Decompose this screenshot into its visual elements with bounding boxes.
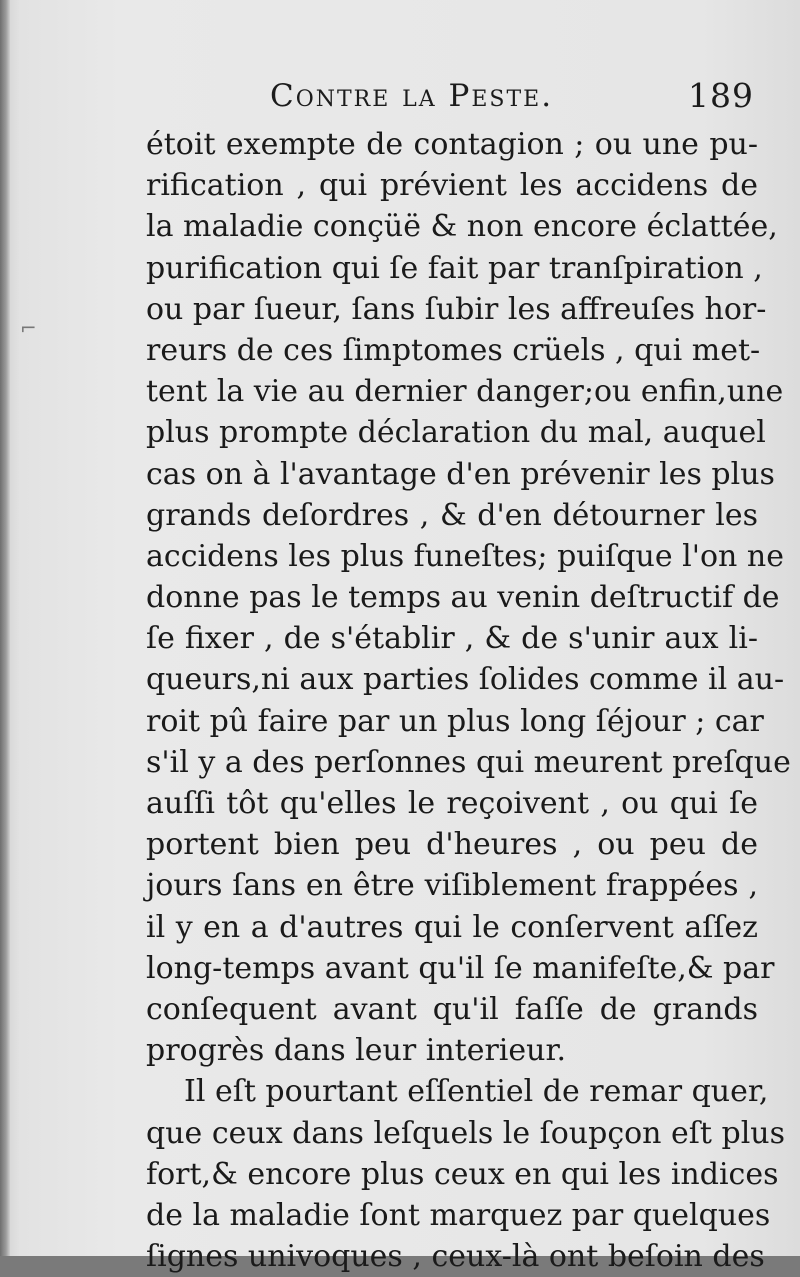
text-line: grands deſordres , & d'en détourner les <box>146 497 758 533</box>
paragraph-start-line: Il eſt pourtant eſſentiel de remar quer, <box>184 1074 769 1110</box>
page-number: 189 <box>688 76 754 115</box>
text-line: ſignes univoques , ceux-là ont beſoin des <box>146 1239 765 1275</box>
text-line: accidens les plus funeſtes; puiſque l'on ne <box>146 538 784 574</box>
text-line: purification qui ſe fait par tranſpiration , <box>146 250 763 286</box>
text-line: jours ſans en être viſiblement frappées , <box>146 868 758 904</box>
text-line: étoit exempte de contagion ; ou une pu- <box>146 127 758 162</box>
text-line: cas on à l'avantage d'en prévenir les plus <box>146 456 775 492</box>
text-line: tent la vie au dernier danger;ou enfin,une <box>146 374 784 410</box>
text-line: conſequent avant qu'il faſſe de grands <box>146 991 758 1027</box>
page-header <box>0 78 800 122</box>
margin-mark: ⌐ <box>20 316 37 340</box>
text-line: portent bien peu d'heures , ou peu de <box>146 827 758 863</box>
text-line: ſe fixer , de s'établir , & de s'unir aux li- <box>146 621 758 657</box>
text-line: plus prompte déclaration du mal, auquel <box>146 415 766 451</box>
text-line: donne pas le temps au venin deſtructif de <box>146 580 780 616</box>
paragraph-end-line: progrès dans leur interieur. <box>146 1033 567 1069</box>
text-line: il y en a d'autres qui le conſervent aſſez <box>146 909 758 945</box>
text-line: de la maladie ſont marquez par quelques <box>146 1197 771 1233</box>
page-binding-edge <box>0 0 10 1256</box>
text-line: ou par ſueur, ſans ſubir les affreuſes hor- <box>146 291 767 327</box>
running-head: Contre la Peste. <box>270 78 554 114</box>
text-body <box>146 124 791 1277</box>
text-line: s'il y a des perſonnes qui meurent preſque <box>146 744 791 780</box>
text-line: queurs,ni aux parties ſolides comme il au- <box>146 662 785 698</box>
text-line: la maladie conçüë & non encore éclattée, <box>146 209 778 245</box>
text-line: reurs de ces ſimptomes crüels , qui met- <box>146 332 761 368</box>
text-line: auſſi tôt qu'elles le reçoivent , ou qui ſe <box>146 786 758 821</box>
text-line: long-temps avant qu'il ſe manifeſte,& par <box>146 950 775 986</box>
text-line: que ceux dans leſquels le ſoupçon eſt plus <box>146 1115 786 1151</box>
text-line: rification , qui prévient les accidens de <box>146 168 758 204</box>
text-line: roit pû faire par un plus long ſéjour ; car <box>146 703 764 739</box>
text-line: fort,& encore plus ceux en qui les indices <box>146 1156 779 1192</box>
